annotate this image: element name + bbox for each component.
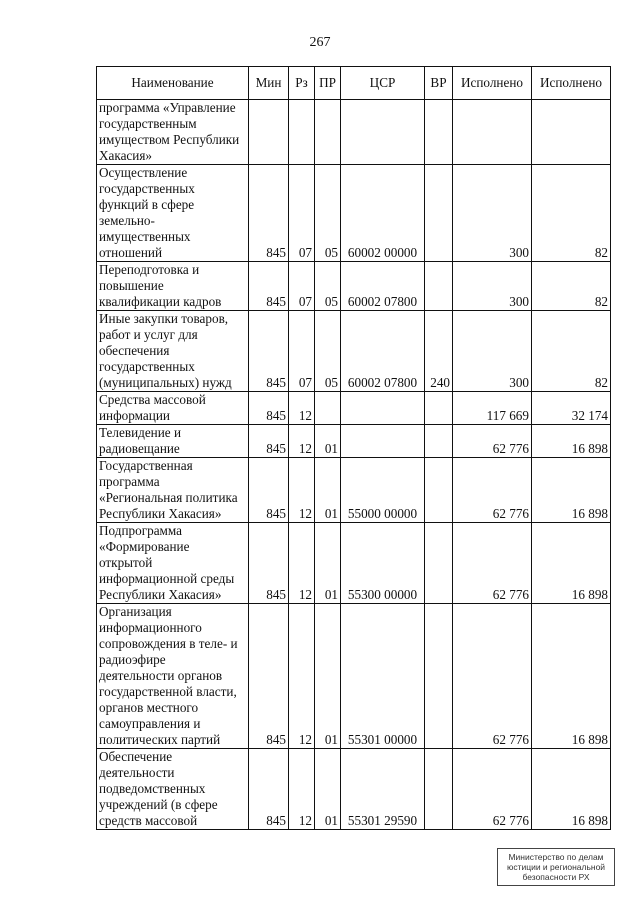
cell-pr: 01 [315,604,341,749]
cell-executed-1: 62 776 [453,458,532,523]
cell-csr: 55300 00000 [341,523,425,604]
cell-name: Подпрограмма «Формирование открытой информационной среды Республики Хакасия» [97,523,249,604]
cell-name: программа «Управление государственным имуществом Республики Хакасия» [97,100,249,165]
cell-executed-1: 300 [453,262,532,311]
table-row [97,604,611,749]
cell-executed-1: 62 776 [453,604,532,749]
cell-executed-2: 32 174 [532,392,611,425]
col-header-executed-1: Исполнено [453,67,532,100]
table-row [97,458,611,523]
cell-rz: 12 [289,604,315,749]
cell-executed-2: 16 898 [532,749,611,830]
cell-name: Переподготовка и повышение квалификации кадров [97,262,249,311]
cell-rz: 12 [289,749,315,830]
col-header-csr: ЦСР [341,67,425,100]
cell-executed-2: 16 898 [532,458,611,523]
cell-min [249,100,289,165]
cell-name: Осуществление государственных функций в сфере земельно- имущественных отношений [97,165,249,262]
cell-executed-1 [453,100,532,165]
cell-vr [425,100,453,165]
cell-pr: 05 [315,311,341,392]
ministry-stamp [497,848,615,886]
cell-name: Телевидение и радиовещание [97,425,249,458]
cell-rz: 07 [289,165,315,262]
table-row [97,392,611,425]
cell-name: Иные закупки товаров, работ и услуг для обеспечения государственных (муниципальных) нужд [97,311,249,392]
cell-pr: 01 [315,425,341,458]
cell-min: 845 [249,425,289,458]
cell-executed-1: 62 776 [453,749,532,830]
cell-vr [425,392,453,425]
cell-vr [425,425,453,458]
cell-pr: 01 [315,523,341,604]
cell-csr: 60002 07800 [341,311,425,392]
cell-csr: 60002 00000 [341,165,425,262]
cell-vr [425,749,453,830]
cell-rz: 07 [289,262,315,311]
budget-table [96,66,611,830]
col-header-rz: Рз [289,67,315,100]
cell-executed-2: 16 898 [532,425,611,458]
cell-rz: 07 [289,311,315,392]
cell-rz [289,100,315,165]
table-row [97,311,611,392]
cell-executed-1: 300 [453,165,532,262]
table-row [97,425,611,458]
cell-vr [425,523,453,604]
table-row [97,523,611,604]
stamp-line: юстиции и региональной [506,862,606,872]
cell-pr: 01 [315,749,341,830]
table-row [97,165,611,262]
cell-vr [425,458,453,523]
cell-executed-1: 117 669 [453,392,532,425]
cell-rz: 12 [289,392,315,425]
stamp-line: безопасности РХ [522,872,590,882]
cell-vr [425,165,453,262]
col-header-pr: ПР [315,67,341,100]
cell-min: 845 [249,604,289,749]
cell-rz: 12 [289,458,315,523]
cell-min: 845 [249,165,289,262]
cell-rz: 12 [289,425,315,458]
cell-csr: 60002 07800 [341,262,425,311]
table-row [97,100,611,165]
cell-csr [341,100,425,165]
cell-csr: 55000 00000 [341,458,425,523]
cell-csr: 55301 00000 [341,604,425,749]
cell-vr: 240 [425,311,453,392]
cell-vr [425,604,453,749]
cell-executed-2: 82 [532,262,611,311]
cell-pr [315,392,341,425]
col-header-min: Мин [249,67,289,100]
cell-min: 845 [249,523,289,604]
table-row [97,749,611,830]
cell-vr [425,262,453,311]
cell-csr [341,392,425,425]
cell-executed-2: 16 898 [532,523,611,604]
cell-name: Государственная программа «Региональная политика Республики Хакасия» [97,458,249,523]
cell-executed-2: 82 [532,311,611,392]
cell-executed-1: 300 [453,311,532,392]
cell-csr: 55301 29590 [341,749,425,830]
cell-pr: 05 [315,262,341,311]
cell-executed-2: 16 898 [532,604,611,749]
cell-name: Организация информационного сопровождения в теле- и радиоэфире деятельности органов государственной власти, органов местного самоуправления и политических партий [97,604,249,749]
cell-min: 845 [249,311,289,392]
cell-executed-2: 82 [532,165,611,262]
col-header-vr: ВР [425,67,453,100]
cell-executed-1: 62 776 [453,425,532,458]
cell-min: 845 [249,749,289,830]
cell-min: 845 [249,458,289,523]
cell-csr [341,425,425,458]
cell-pr: 01 [315,458,341,523]
cell-executed-2 [532,100,611,165]
cell-name: Средства массовой информации [97,392,249,425]
header-row [97,67,611,100]
cell-min: 845 [249,392,289,425]
cell-pr: 05 [315,165,341,262]
cell-executed-1: 62 776 [453,523,532,604]
cell-rz: 12 [289,523,315,604]
cell-min: 845 [249,262,289,311]
col-header-executed-2: Исполнено [532,67,611,100]
stamp-line: Министерство по делам [508,852,604,862]
cell-name: Обеспечение деятельности подведомственных учреждений (в сфере средств массовой [97,749,249,830]
page-number: 267 [309,35,331,50]
cell-pr [315,100,341,165]
table-row [97,262,611,311]
col-header-name: Наименование [97,67,249,100]
